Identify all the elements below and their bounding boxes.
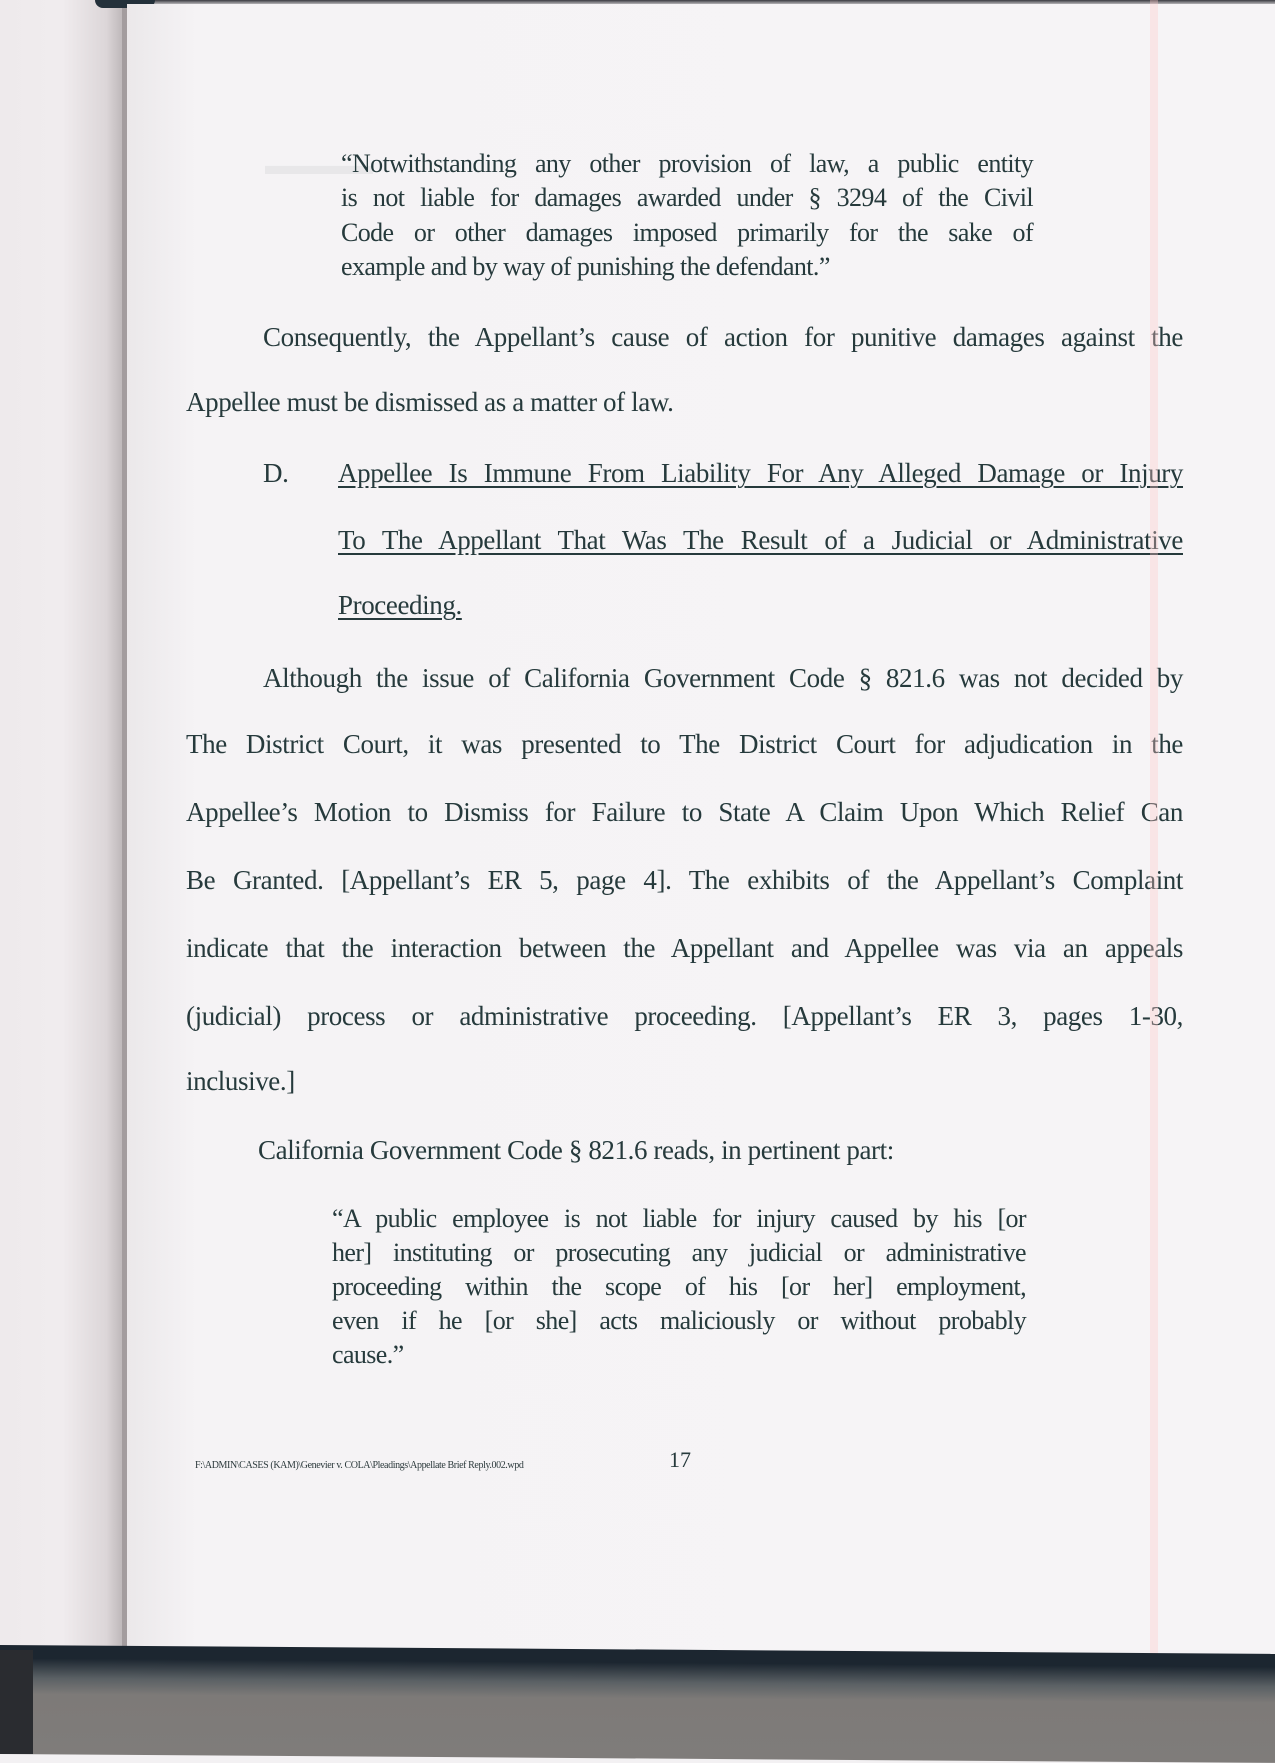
document-page bbox=[127, 4, 1275, 1650]
body-line: Be Granted. [Appellant’s ER 5, page 4]. The exhibits of the Appellant’s Complaint bbox=[186, 865, 1183, 895]
bleed-through: ▬▬▬▬ bbox=[265, 150, 373, 180]
section-heading-line: Appellee Is Immune From Liability For Any Alleged Damage or Injury bbox=[338, 458, 1183, 488]
quote-line: “Notwithstanding any other provision of law, a public entity bbox=[341, 149, 1033, 178]
body-line: indicate that the interaction between the Appellant and Appellee was via an appeals bbox=[186, 933, 1183, 963]
quote-line: Code or other damages imposed primarily for the sake of bbox=[341, 218, 1033, 247]
body-line: Appellee must be dismissed as a matter of law. bbox=[186, 387, 674, 417]
quote-line: her] instituting or prosecuting any judicial or administrative bbox=[332, 1238, 1026, 1267]
quote-line: “A public employee is not liable for injury caused by his [or bbox=[332, 1204, 1026, 1233]
page-number: 17 bbox=[669, 1447, 691, 1472]
scan-artifact-line bbox=[1150, 0, 1158, 1754]
section-heading-line: To The Appellant That Was The Result of a Judicial or Administrative bbox=[338, 525, 1183, 555]
body-line: (judicial) process or administrative proceeding. [Appellant’s ER 3, pages 1-30, bbox=[186, 1001, 1183, 1031]
body-line: Appellee’s Motion to Dismiss for Failure to State A Claim Upon Which Relief Can bbox=[186, 797, 1183, 827]
body-line: Consequently, the Appellant’s cause of action for punitive damages against the bbox=[263, 322, 1183, 352]
quote-line: is not liable for damages awarded under § 3294 of the Civil bbox=[341, 183, 1033, 212]
body-line: California Government Code § 821.6 reads, in pertinent part: bbox=[258, 1135, 894, 1165]
file-path-footer: F:\ADMIN\CASES (KAM)\Genevier v. COLA\Pleadings\Appellate Brief Reply.002.wpd bbox=[195, 1460, 524, 1471]
section-letter: D. bbox=[263, 458, 289, 488]
facing-page-edge bbox=[0, 0, 125, 1650]
quote-line: even if he [or she] acts maliciously or without probably bbox=[332, 1306, 1026, 1335]
quote-line: example and by way of punishing the defendant.” bbox=[341, 252, 830, 281]
quote-line: cause.” bbox=[332, 1340, 404, 1369]
scanner-bed-edge bbox=[0, 1645, 1275, 1763]
body-line: Although the issue of California Government Code § 821.6 was not decided by bbox=[263, 663, 1183, 693]
body-line: The District Court, it was presented to The District Court for adjudication in the bbox=[186, 729, 1183, 759]
section-heading-line: Proceeding. bbox=[338, 590, 462, 620]
quote-line: proceeding within the scope of his [or her] employment, bbox=[332, 1272, 1026, 1301]
scanner-corner bbox=[0, 1650, 33, 1754]
body-line: inclusive.] bbox=[186, 1066, 295, 1096]
